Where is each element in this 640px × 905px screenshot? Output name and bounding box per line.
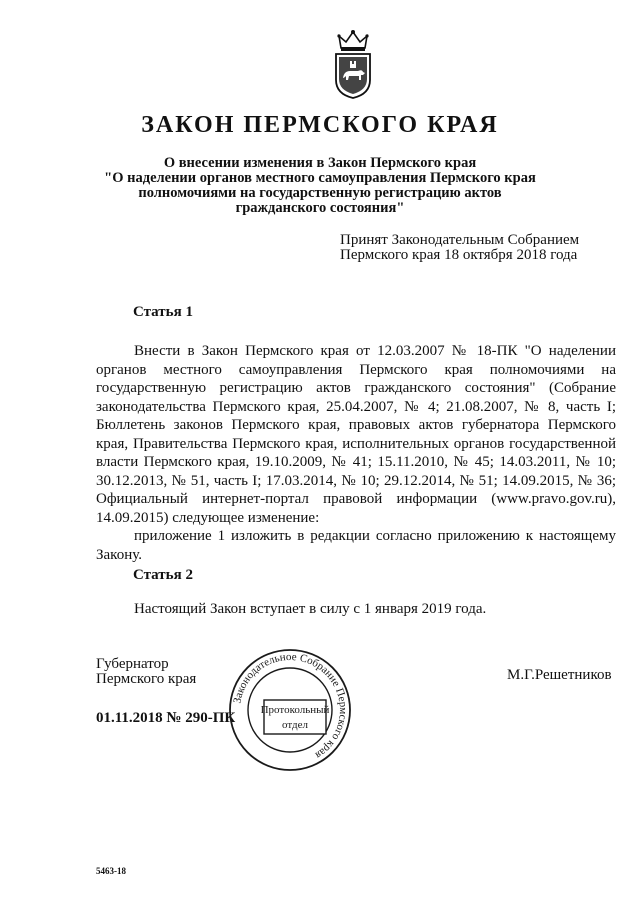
subtitle-line: О внесении изменения в Закон Пермского края	[163, 155, 477, 171]
law-title: ЗАКОН ПЕРМСКОГО КРАЯ	[141, 112, 499, 138]
stamp-inner-line: Протокольный	[260, 704, 330, 716]
article-1-heading: Статья 1	[133, 304, 193, 320]
official-stamp	[226, 646, 354, 774]
subtitle-line: полномочиями на государственную регистрацию актов	[138, 185, 502, 201]
position-line: Пермского края	[96, 671, 197, 687]
adoption-line: Принят Законодательным Собранием	[340, 232, 580, 248]
adoption-line: Пермского края 18 октября 2018 года	[340, 247, 578, 263]
law-subtitle	[100, 156, 540, 216]
subtitle-line: "О наделении органов местного самоуправления Пермского края	[104, 170, 536, 186]
signatory-name: М.Г.Решетников	[507, 667, 612, 683]
article-1-paragraph: Внести в Закон Пермского края от 12.03.2007 № 18-ПК "О наделении органов местного самоуправления Пермского края полномочиями на государственную регистрацию актов гражданского состояния" (Собрание законодательства Пермского края, 25.04.2007, № 4; 21.08.2007, № 8, часть I; Бюллетень законов Пермского края, правовых актов губернатора Пермского края, Правительства Пермского края, исполнительных органов государственной власти Пермского края, 19.10.2009, № 41; 15.11.2010, № 45; 14.03.2011, № 10; 30.12.2013, № 51, часть I; 17.03.2014, № 10; 29.12.2014, № 51; 14.09.2015, № 36; Официальный интернет-портал правовой информации (www.pravo.gov.ru), 14.09.2015) следующее изменение:	[96, 343, 616, 526]
article-1-body	[96, 342, 616, 564]
article-2-body	[96, 600, 616, 619]
signatory-position	[96, 657, 196, 687]
article-1-paragraph: приложение 1 изложить в редакции согласно приложению к настоящему Закону.	[96, 528, 616, 563]
coat-of-arms-icon	[332, 28, 374, 100]
article-2-heading: Статья 2	[133, 567, 193, 583]
document-code: 5463-18	[96, 866, 126, 876]
stamp-ring-text: Законодательное Собрание Пермского края	[231, 650, 350, 762]
date-and-number: 01.11.2018 № 290-ПК	[96, 710, 236, 726]
adoption-note	[340, 233, 579, 263]
article-2-paragraph: Настоящий Закон вступает в силу с 1 января 2019 года.	[134, 601, 487, 617]
stamp-inner-line: отдел	[282, 719, 308, 731]
subtitle-line: гражданского состояния"	[235, 200, 405, 216]
position-line: Губернатор	[96, 656, 169, 672]
